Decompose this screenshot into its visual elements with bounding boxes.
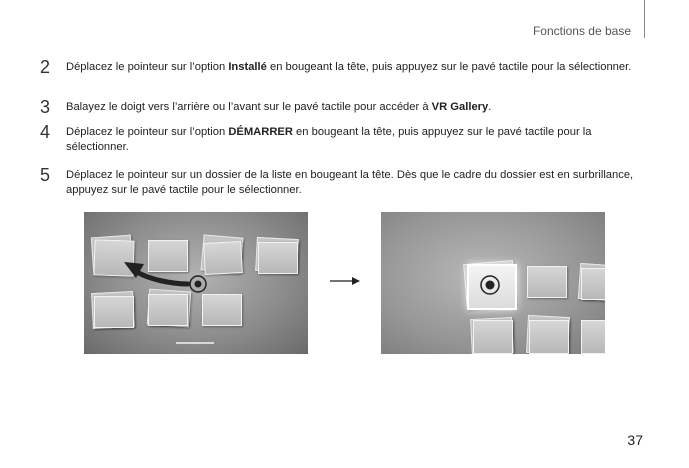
step-text: Balayez le doigt vers l’arrière ou l’avant sur le pavé tactile pour accéder à VR Gallery. (66, 101, 492, 113)
step-number: 3 (40, 97, 51, 117)
step-text: Déplacez le pointeur sur l’option Installé en bougeant la tête, puis appuyez sur le pavé tactile pour la sélectionner. (66, 61, 632, 73)
step-number: 4 (40, 122, 51, 142)
arrow-right-icon (330, 276, 360, 286)
pointer-icon (188, 274, 208, 294)
option-label: Installé (228, 61, 267, 73)
page-number: 37 (627, 432, 643, 448)
running-header: Fonctions de base (532, 24, 631, 38)
step-text: Déplacez le pointeur sur un dossier de la liste en bougeant la tête. Dès que le cadre du dossier est en surbrillance, appuyez sur le pavé tactile pour le sélectionner. (66, 169, 634, 196)
option-label: VR Gallery (431, 101, 489, 113)
folder-icon (529, 320, 569, 354)
step-number: 2 (40, 57, 51, 77)
folder-icon (581, 268, 605, 300)
pointer-icon (479, 274, 501, 296)
folder-icon (581, 320, 605, 354)
folder-icon (473, 320, 513, 354)
gallery-screenshot-swipe (84, 212, 308, 354)
step-text: Déplacez le pointeur sur l’option DÉMARRER en bougeant la tête, puis appuyez sur le pavé tactile pour la sélectionner. (66, 126, 592, 153)
header-divider (644, 0, 645, 38)
gallery-screenshot-selected (381, 212, 605, 354)
folder-icon (527, 266, 567, 298)
step-number: 5 (40, 165, 51, 185)
option-label: DÉMARRER (228, 126, 293, 138)
